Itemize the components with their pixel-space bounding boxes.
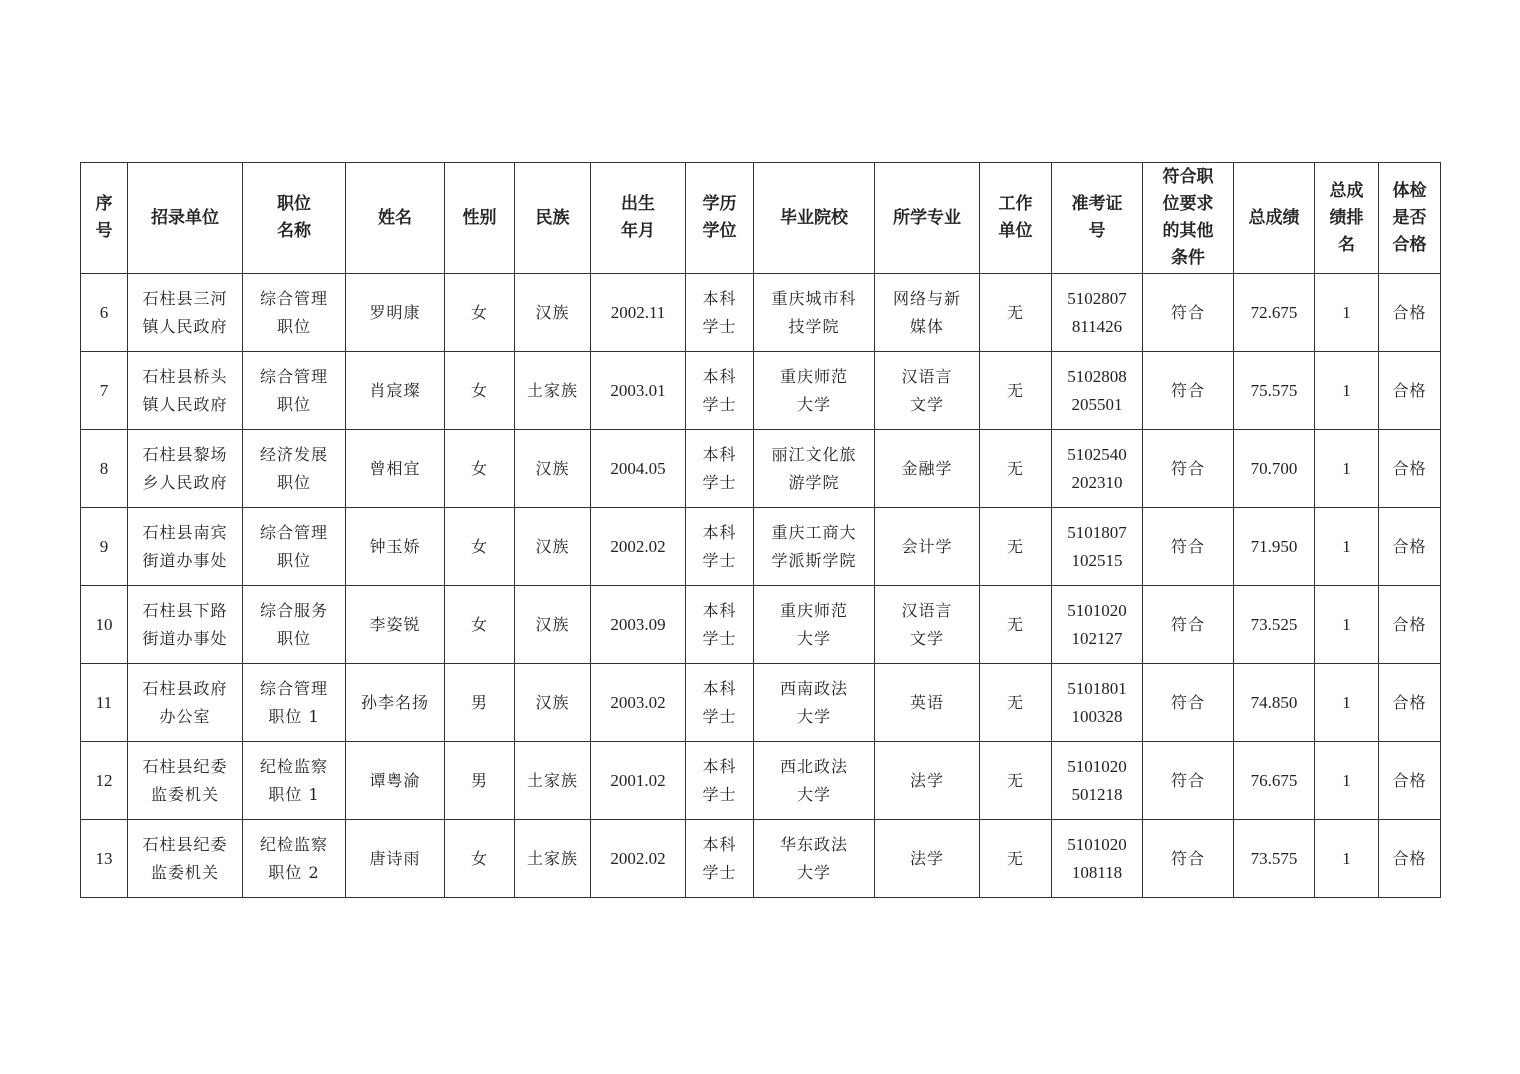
table-row <box>81 352 1441 430</box>
cell-birth: 2002.11 <box>591 274 686 352</box>
cell-exam-no <box>1052 664 1143 742</box>
header-line: 工作 <box>998 194 1033 214</box>
cell-line: 学士 <box>702 784 737 804</box>
header-line: 名 <box>1338 234 1355 255</box>
cell-line: 202310 <box>1071 472 1123 492</box>
cell-line: 金融学 <box>901 458 953 478</box>
cell-gender: 女 <box>445 352 515 430</box>
header-rank <box>1315 163 1379 274</box>
header-line: 号 <box>95 221 113 241</box>
cell-gender: 女 <box>445 820 515 898</box>
cell-medical: 合格 <box>1379 742 1441 820</box>
cell-line: 英语 <box>909 692 944 712</box>
cell-school <box>754 508 875 586</box>
cell-unit <box>128 820 243 898</box>
cell-school <box>754 430 875 508</box>
cell-ethnicity: 土家族 <box>515 820 591 898</box>
cell-degree <box>686 274 754 352</box>
cell-line: 学派斯学院 <box>771 550 857 570</box>
table-row <box>81 586 1441 664</box>
header-medical-check <box>1379 163 1441 274</box>
header-unit <box>128 163 243 274</box>
cell-medical: 合格 <box>1379 430 1441 508</box>
header-line: 绩排 <box>1329 207 1364 228</box>
cell-gender: 女 <box>445 274 515 352</box>
cell-gender: 男 <box>445 742 515 820</box>
cell-seq: 6 <box>81 274 128 352</box>
cell-line: 网络与新 <box>892 288 961 308</box>
table-row <box>81 274 1441 352</box>
header-gender <box>445 163 515 274</box>
table-row <box>81 664 1441 742</box>
cell-line: 职位 <box>276 394 311 414</box>
cell-line: 石柱县下路 <box>142 600 228 620</box>
cell-line: 西北政法 <box>779 756 848 776</box>
cell-line: 501218 <box>1071 784 1123 804</box>
cell-rank: 1 <box>1315 742 1379 820</box>
cell-position <box>243 742 346 820</box>
cell-major <box>875 352 980 430</box>
cell-line: 大学 <box>796 706 831 726</box>
cell-line: 综合管理 <box>259 366 328 386</box>
cell-line: 综合服务 <box>259 600 328 620</box>
cell-unit <box>128 274 243 352</box>
cell-school <box>754 586 875 664</box>
cell-line: 5101020 <box>1067 756 1127 776</box>
cell-exam-no <box>1052 430 1143 508</box>
cell-line: 学士 <box>702 550 737 570</box>
header-line: 出生 <box>621 194 655 214</box>
cell-score: 76.675 <box>1234 742 1315 820</box>
cell-line: 大学 <box>796 394 831 414</box>
cell-employer: 无 <box>980 586 1052 664</box>
cell-seq: 9 <box>81 508 128 586</box>
cell-line: 5101807 <box>1067 522 1127 542</box>
cell-other: 符合 <box>1143 352 1234 430</box>
cell-major <box>875 508 980 586</box>
cell-other: 符合 <box>1143 742 1234 820</box>
cell-line: 综合管理 <box>259 522 328 542</box>
cell-employer: 无 <box>980 820 1052 898</box>
header-line: 符合职 <box>1162 167 1214 187</box>
header-line: 学位 <box>702 221 737 241</box>
cell-name: 钟玉娇 <box>346 508 445 586</box>
cell-line: 纪检监察 <box>259 756 328 776</box>
cell-line: 监委机关 <box>150 784 219 804</box>
cell-line: 本科 <box>702 600 737 620</box>
header-line: 学历 <box>702 194 737 214</box>
cell-exam-no <box>1052 820 1143 898</box>
cell-line: 石柱县纪委 <box>142 834 228 854</box>
header-exam-no <box>1052 163 1143 274</box>
cell-rank: 1 <box>1315 664 1379 742</box>
cell-unit <box>128 586 243 664</box>
header-birth <box>591 163 686 274</box>
header-line: 所学专业 <box>893 207 961 228</box>
cell-line: 本科 <box>702 366 737 386</box>
cell-rank: 1 <box>1315 352 1379 430</box>
cell-birth: 2003.02 <box>591 664 686 742</box>
cell-school <box>754 820 875 898</box>
cell-line: 丽江文化旅 <box>771 444 857 464</box>
header-degree <box>686 163 754 274</box>
cell-position <box>243 352 346 430</box>
cell-ethnicity: 汉族 <box>515 508 591 586</box>
cell-line: 重庆城市科 <box>771 288 857 308</box>
cell-line: 文学 <box>909 394 944 414</box>
header-line: 条件 <box>1171 248 1205 268</box>
cell-line: 石柱县桥头 <box>142 366 228 386</box>
cell-position <box>243 664 346 742</box>
cell-line: 5101020 <box>1067 600 1127 620</box>
cell-line: 监委机关 <box>150 862 219 882</box>
cell-line: 综合管理 <box>259 288 328 308</box>
cell-ethnicity: 汉族 <box>515 586 591 664</box>
cell-seq: 10 <box>81 586 128 664</box>
cell-degree <box>686 742 754 820</box>
cell-unit <box>128 742 243 820</box>
cell-score: 73.575 <box>1234 820 1315 898</box>
header-line: 毕业院校 <box>780 207 848 228</box>
cell-exam-no <box>1052 586 1143 664</box>
cell-line: 5101020 <box>1067 834 1127 854</box>
cell-line: 职位 <box>276 316 311 336</box>
cell-line: 汉语言 <box>901 600 953 620</box>
cell-line: 学士 <box>702 628 737 648</box>
cell-line: 职位 <box>276 550 311 570</box>
cell-school <box>754 274 875 352</box>
cell-name: 孙李名扬 <box>346 664 445 742</box>
cell-school <box>754 352 875 430</box>
header-line: 是否 <box>1392 207 1427 228</box>
cell-line: 华东政法 <box>779 834 848 854</box>
cell-line: 石柱县三河 <box>142 288 228 308</box>
cell-score: 75.575 <box>1234 352 1315 430</box>
header-other-conditions <box>1143 163 1234 274</box>
cell-exam-no <box>1052 508 1143 586</box>
cell-line: 会计学 <box>901 536 953 556</box>
header-line: 职位 <box>277 194 311 214</box>
candidate-table <box>80 162 1441 898</box>
cell-line: 本科 <box>702 678 737 698</box>
cell-birth: 2002.02 <box>591 508 686 586</box>
cell-major <box>875 820 980 898</box>
cell-score: 71.950 <box>1234 508 1315 586</box>
cell-unit <box>128 352 243 430</box>
header-line: 合格 <box>1392 234 1427 255</box>
cell-employer: 无 <box>980 508 1052 586</box>
cell-line: 职位 2 <box>268 862 320 882</box>
cell-line: 职位 <box>276 472 311 492</box>
header-line: 体检 <box>1392 180 1427 201</box>
cell-score: 73.525 <box>1234 586 1315 664</box>
cell-line: 学士 <box>702 472 737 492</box>
cell-line: 职位 <box>276 628 311 648</box>
cell-birth: 2001.02 <box>591 742 686 820</box>
cell-gender: 女 <box>445 586 515 664</box>
cell-line: 办公室 <box>159 706 211 726</box>
cell-medical: 合格 <box>1379 274 1441 352</box>
cell-score: 72.675 <box>1234 274 1315 352</box>
cell-line: 102127 <box>1071 628 1123 648</box>
cell-major <box>875 586 980 664</box>
cell-degree <box>686 508 754 586</box>
cell-line: 重庆师范 <box>779 600 848 620</box>
cell-line: 西南政法 <box>779 678 848 698</box>
cell-position <box>243 586 346 664</box>
header-line: 单位 <box>998 221 1033 241</box>
cell-degree <box>686 586 754 664</box>
header-line: 准考证 <box>1071 194 1123 214</box>
cell-line: 大学 <box>796 862 831 882</box>
header-line: 总成绩 <box>1248 207 1300 228</box>
header-major <box>875 163 980 274</box>
cell-line: 学士 <box>702 394 737 414</box>
cell-medical: 合格 <box>1379 820 1441 898</box>
cell-line: 5102808 <box>1067 366 1127 386</box>
cell-employer: 无 <box>980 430 1052 508</box>
cell-position <box>243 508 346 586</box>
cell-name: 曾相宜 <box>346 430 445 508</box>
cell-line: 职位 1 <box>268 706 320 726</box>
cell-other: 符合 <box>1143 586 1234 664</box>
cell-line: 纪检监察 <box>259 834 328 854</box>
cell-rank: 1 <box>1315 586 1379 664</box>
header-line: 总成 <box>1329 180 1364 201</box>
cell-line: 石柱县政府 <box>142 678 228 698</box>
cell-line: 5101801 <box>1067 678 1127 698</box>
cell-line: 街道办事处 <box>142 628 228 648</box>
cell-position <box>243 430 346 508</box>
cell-line: 石柱县纪委 <box>142 756 228 776</box>
table-row <box>81 430 1441 508</box>
cell-degree <box>686 664 754 742</box>
cell-line: 镇人民政府 <box>142 394 228 414</box>
header-line: 号 <box>1088 221 1106 241</box>
cell-name: 李姿锐 <box>346 586 445 664</box>
cell-degree <box>686 352 754 430</box>
cell-name: 罗明康 <box>346 274 445 352</box>
cell-seq: 7 <box>81 352 128 430</box>
cell-line: 媒体 <box>909 316 944 336</box>
cell-major <box>875 664 980 742</box>
cell-other: 符合 <box>1143 508 1234 586</box>
cell-score: 74.850 <box>1234 664 1315 742</box>
cell-school <box>754 742 875 820</box>
cell-gender: 女 <box>445 508 515 586</box>
cell-position <box>243 820 346 898</box>
cell-seq: 8 <box>81 430 128 508</box>
cell-exam-no <box>1052 742 1143 820</box>
header-school <box>754 163 875 274</box>
cell-line: 本科 <box>702 288 737 308</box>
cell-line: 游学院 <box>788 472 840 492</box>
cell-medical: 合格 <box>1379 508 1441 586</box>
cell-line: 石柱县黎场 <box>142 444 228 464</box>
cell-line: 本科 <box>702 756 737 776</box>
cell-seq: 11 <box>81 664 128 742</box>
cell-line: 811426 <box>1071 316 1123 336</box>
cell-degree <box>686 430 754 508</box>
table-body <box>81 274 1441 898</box>
cell-line: 102515 <box>1071 550 1123 570</box>
cell-line: 技学院 <box>788 316 840 336</box>
header-line: 招录单位 <box>151 207 219 228</box>
cell-line: 大学 <box>796 784 831 804</box>
cell-rank: 1 <box>1315 430 1379 508</box>
cell-unit <box>128 508 243 586</box>
cell-seq: 12 <box>81 742 128 820</box>
cell-medical: 合格 <box>1379 352 1441 430</box>
cell-score: 70.700 <box>1234 430 1315 508</box>
cell-rank: 1 <box>1315 508 1379 586</box>
header-seq <box>81 163 128 274</box>
cell-line: 5102807 <box>1067 288 1127 308</box>
table-row <box>81 742 1441 820</box>
cell-employer: 无 <box>980 742 1052 820</box>
header-line: 姓名 <box>378 207 412 228</box>
cell-line: 经济发展 <box>259 444 328 464</box>
cell-ethnicity: 汉族 <box>515 664 591 742</box>
header-position <box>243 163 346 274</box>
cell-line: 石柱县南宾 <box>142 522 228 542</box>
cell-gender: 男 <box>445 664 515 742</box>
cell-line: 镇人民政府 <box>142 316 228 336</box>
header-line: 名称 <box>277 221 311 241</box>
cell-gender: 女 <box>445 430 515 508</box>
cell-line: 法学 <box>909 848 944 868</box>
table-row <box>81 820 1441 898</box>
cell-other: 符合 <box>1143 664 1234 742</box>
cell-name: 肖宸璨 <box>346 352 445 430</box>
cell-school <box>754 664 875 742</box>
header-line: 年月 <box>621 221 655 241</box>
header-line: 性别 <box>462 207 497 228</box>
cell-birth: 2003.09 <box>591 586 686 664</box>
header-ethnicity <box>515 163 591 274</box>
cell-line: 学士 <box>702 706 737 726</box>
cell-line: 100328 <box>1071 706 1123 726</box>
cell-rank: 1 <box>1315 820 1379 898</box>
header-line: 序 <box>95 194 113 214</box>
cell-line: 法学 <box>909 770 944 790</box>
cell-line: 乡人民政府 <box>142 472 228 492</box>
header-row <box>81 163 1441 274</box>
cell-line: 综合管理 <box>259 678 328 698</box>
cell-birth: 2004.05 <box>591 430 686 508</box>
cell-unit <box>128 664 243 742</box>
cell-line: 本科 <box>702 444 737 464</box>
cell-birth: 2003.01 <box>591 352 686 430</box>
cell-line: 大学 <box>796 628 831 648</box>
cell-exam-no <box>1052 274 1143 352</box>
cell-line: 5102540 <box>1067 444 1127 464</box>
cell-line: 重庆师范 <box>779 366 848 386</box>
cell-line: 街道办事处 <box>142 550 228 570</box>
cell-line: 学士 <box>702 862 737 882</box>
cell-major <box>875 274 980 352</box>
cell-line: 本科 <box>702 834 737 854</box>
cell-line: 学士 <box>702 316 737 336</box>
header-line: 的其他 <box>1162 221 1214 241</box>
cell-degree <box>686 820 754 898</box>
cell-ethnicity: 汉族 <box>515 430 591 508</box>
header-line: 位要求 <box>1162 194 1214 214</box>
cell-line: 本科 <box>702 522 737 542</box>
cell-employer: 无 <box>980 664 1052 742</box>
header-line: 民族 <box>535 207 570 228</box>
table-row <box>81 508 1441 586</box>
cell-ethnicity: 土家族 <box>515 352 591 430</box>
cell-other: 符合 <box>1143 430 1234 508</box>
cell-line: 108118 <box>1071 862 1123 882</box>
cell-seq: 13 <box>81 820 128 898</box>
header-total-score <box>1234 163 1315 274</box>
header-name <box>346 163 445 274</box>
cell-medical: 合格 <box>1379 586 1441 664</box>
cell-position <box>243 274 346 352</box>
cell-line: 职位 1 <box>268 784 320 804</box>
cell-ethnicity: 土家族 <box>515 742 591 820</box>
cell-medical: 合格 <box>1379 664 1441 742</box>
cell-line: 205501 <box>1071 394 1123 414</box>
cell-other: 符合 <box>1143 820 1234 898</box>
cell-birth: 2002.02 <box>591 820 686 898</box>
cell-exam-no <box>1052 352 1143 430</box>
cell-major <box>875 430 980 508</box>
cell-line: 汉语言 <box>901 366 953 386</box>
cell-line: 文学 <box>909 628 944 648</box>
cell-name: 谭粤渝 <box>346 742 445 820</box>
cell-rank: 1 <box>1315 274 1379 352</box>
cell-line: 重庆工商大 <box>771 522 857 542</box>
cell-major <box>875 742 980 820</box>
cell-unit <box>128 430 243 508</box>
cell-ethnicity: 汉族 <box>515 274 591 352</box>
header-employer <box>980 163 1052 274</box>
cell-employer: 无 <box>980 274 1052 352</box>
cell-name: 唐诗雨 <box>346 820 445 898</box>
cell-employer: 无 <box>980 352 1052 430</box>
cell-other: 符合 <box>1143 274 1234 352</box>
